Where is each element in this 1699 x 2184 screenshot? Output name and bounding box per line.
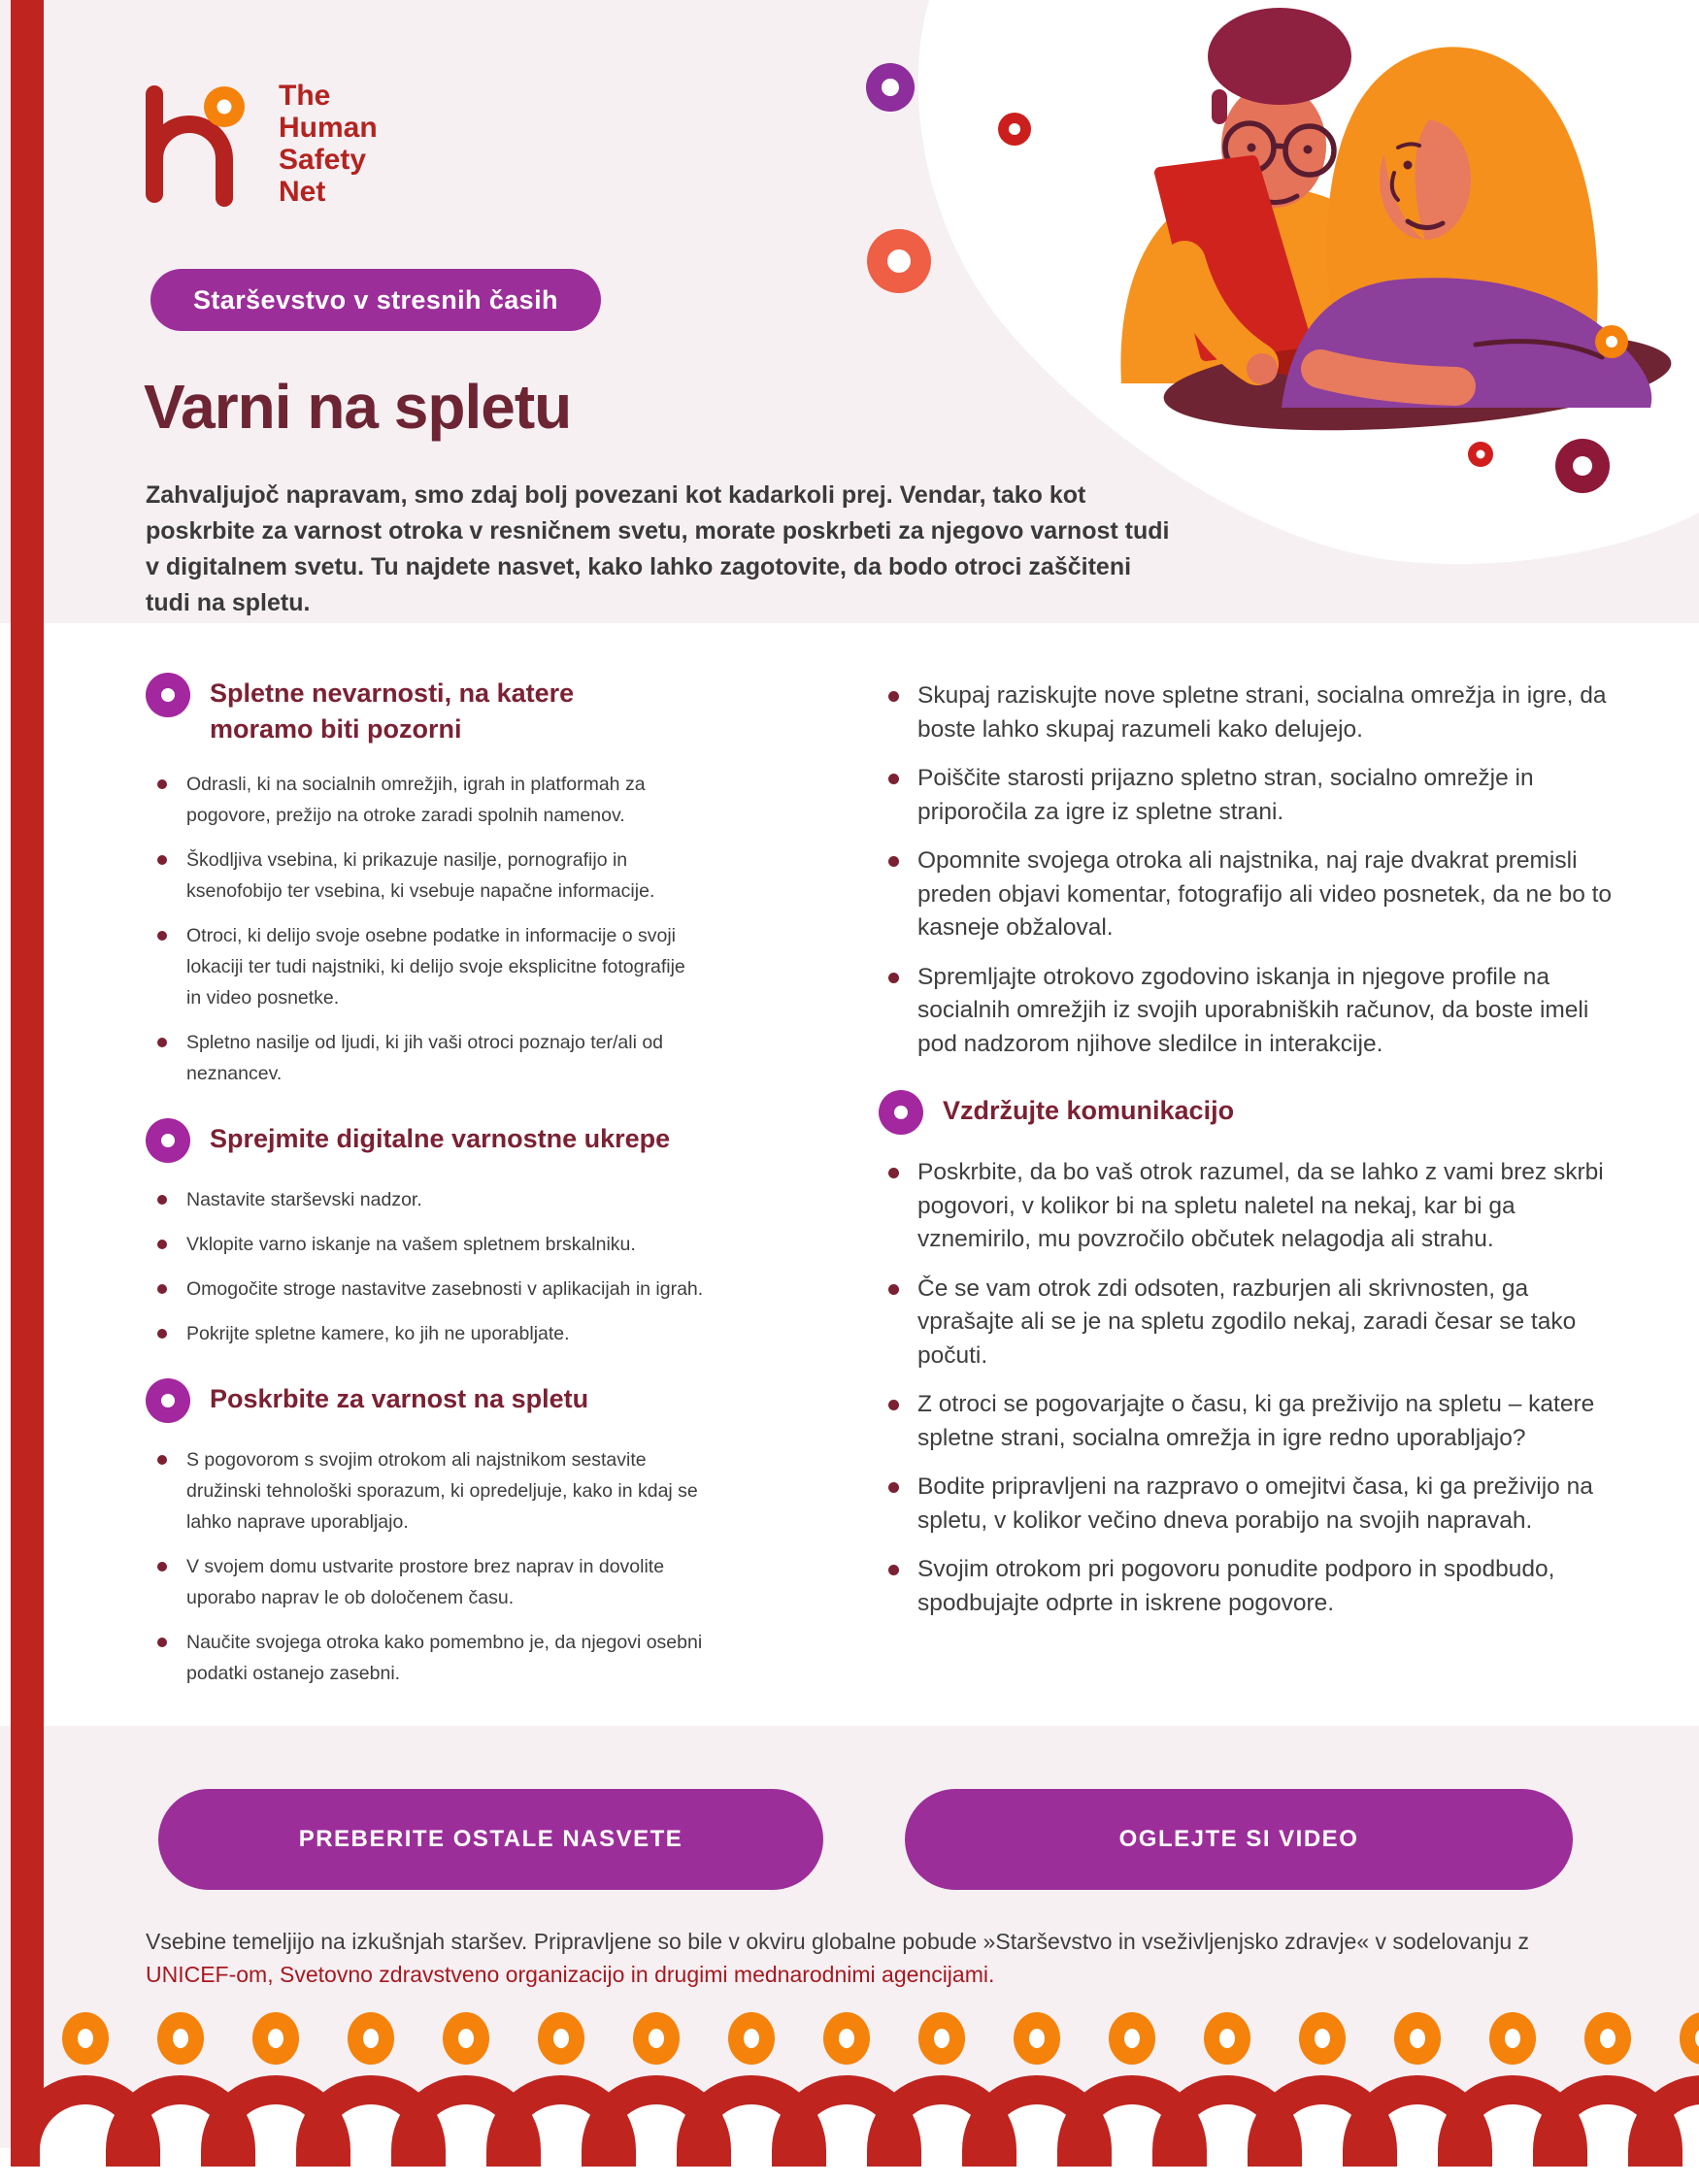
section-measures [146,1118,704,1349]
section-heading: Sprejmite digitalne varnostne ukrepe [210,1124,671,1153]
list-item: Bodite pripravljeni na razpravo o omejitvi časa, ki ga preživijo na spletu, v kolikor večino dneva porabijo na svojih napravah. [879,1471,1616,1538]
list-item: Nastavite starševski nadzor. [146,1184,704,1215]
list-item: Omogočite stroge nastavitve zasebnosti v aplikacijah in igrah. [146,1274,704,1305]
man-hair [1208,8,1351,105]
list-item: Vklopite varno iskanje na vašem spletnem brskalniku. [146,1229,704,1260]
list-item: Če se vam otrok zdi odsoten, razburjen ali skrivnosten, ga vprašajte ali se je na spletu zgodilo nekaj, zaradi česar se tako počuti. [879,1273,1616,1373]
footer-note [146,1925,1582,1991]
bottom-border-decoration [0,2000,1699,2184]
read-more-tips-button[interactable]: PREBERITE OSTALE NASVETE [158,1789,823,1890]
left-column [146,673,704,1718]
list-item: Pokrijte spletne kamere, ko jih ne uporabljate. [146,1318,704,1349]
section-communication [879,1090,1616,1620]
list-item: Spletno nasilje od ljudi, ki jih vaši otroci poznajo ter/ali od neznancev. [146,1027,704,1089]
logo [146,80,378,215]
watch-video-button[interactable]: OGLEJTE SI VIDEO [905,1789,1573,1890]
man-hand [1247,353,1278,384]
footer-partners-link[interactable]: UNICEF-om, Svetovno zdravstveno organizacijo in drugimi mednarodnimi agencijami. [146,1962,995,1987]
section-dangers [146,673,704,1089]
intro-paragraph: Zahvaljujoč napravam, smo zdaj bolj povezani kot kadarkoli prej. Vendar, tako kot poskrbite za varnost otroka v resničnem svetu, morate poskrbeti za njegovo varnost tudi v digitalnem svetu. Tu najdete nasvet, kako lahko zagotovite, da bodo otroci zaščiteni tudi na spletu. [146,481,1170,616]
list-item: Škodljiva vsebina, ki prikazuje nasilje, pornografijo in ksenofobijo ter vsebina, ki vsebuje napačne informacije. [146,844,704,907]
list-item: S pogovorom s svojim otrokom ali najstnikom sestavite družinski tehnološki sporazum, ki opredeljuje, kako in kdaj se lahko naprave uporabljajo. [146,1444,704,1538]
list-item: V svojem domu ustvarite prostore brez naprav in dovolite uporabo naprav le ob določenem času. [146,1551,704,1613]
list-item: Skupaj raziskujte nove spletne strani, socialna omrežja in igre, da boste lahko skupaj razumeli kako delujejo. [879,679,1616,746]
section-safety-continued [879,679,1616,1061]
left-red-bar [11,0,44,2148]
list-item: Opomnite svojega otroka ali najstnika, naj raje dvakrat premisli preden objavi komentar, fotografijo ali video posnetek, da ne bo to kasneje obžaloval. [879,844,1616,945]
list-item: Poskrbite, da bo vaš otrok razumel, da se lahko z vami brez skrbi pogovori, v kolikor bi na spletu naletel na nekaj, kar bi ga vznemirilo, mu povzročilo občutek nelagodja ali strahu. [879,1156,1616,1257]
section-donut-icon [879,1090,923,1135]
topic-badge: Starševstvo v stresnih časih [150,269,601,331]
list-item: Svojim otrokom pri pogovoru ponudite podporo in spodbudo, spodbujajte odprte in iskrene pogovore. [879,1553,1616,1620]
list-item: Naučite svojega otroka kako pomembno je, da njegovi osebni podatki ostanejo zasebni. [146,1627,704,1689]
section-donut-icon [146,1378,190,1423]
right-column [879,679,1616,1649]
section-heading: Poskrbite za varnost na spletu [210,1384,589,1413]
section-heading: Spletne nevarnosti, na katere moramo biti pozorni [210,678,575,744]
human-safety-net-logo-icon [146,80,248,215]
section-donut-icon [146,673,190,717]
footer-text: Vsebine temeljijo na izkušnjah staršev. Pripravljene so bile v okviru globalne pobude »Starševstvo in vseživljenjsko zdravje« v sodelovanju z [146,1929,1530,1954]
section-heading: Vzdržujte komunikacijo [943,1096,1235,1125]
section-donut-icon [146,1118,190,1163]
list-item: Z otroci se pogovarjajte o času, ki ga preživijo na spletu – katere spletne strani, socialna omrežja in igre redno uporabljajo? [879,1388,1616,1455]
list-item: Poiščite starosti prijazno spletno stran, socialno omrežje in priporočila za igre iz spletne strani. [879,762,1616,829]
list-item: Otroci, ki delijo svoje osebne podatke in informacije o svoji lokaciji ter tudi najstniki, ki delijo svoje eksplicitne fotografije in video posnetke. [146,920,704,1013]
section-safety [146,1378,704,1689]
logo-text: The Human Safety Net [279,80,378,208]
list-item: Spremljajte otrokovo zgodovino iskanja in njegove profile na socialnih omrežjih iz svojih uporabniških računov, da boste imeli pod nadzorom njihove sledilce in interakcije. [879,961,1616,1062]
list-item: Odrasli, ki na socialnih omrežjih, igrah in platformah za pogovore, prežijo na otroke zaradi spolnih namenov. [146,769,704,831]
woman-arm [1320,369,1456,386]
page-title: Varni na spletu [144,372,572,442]
